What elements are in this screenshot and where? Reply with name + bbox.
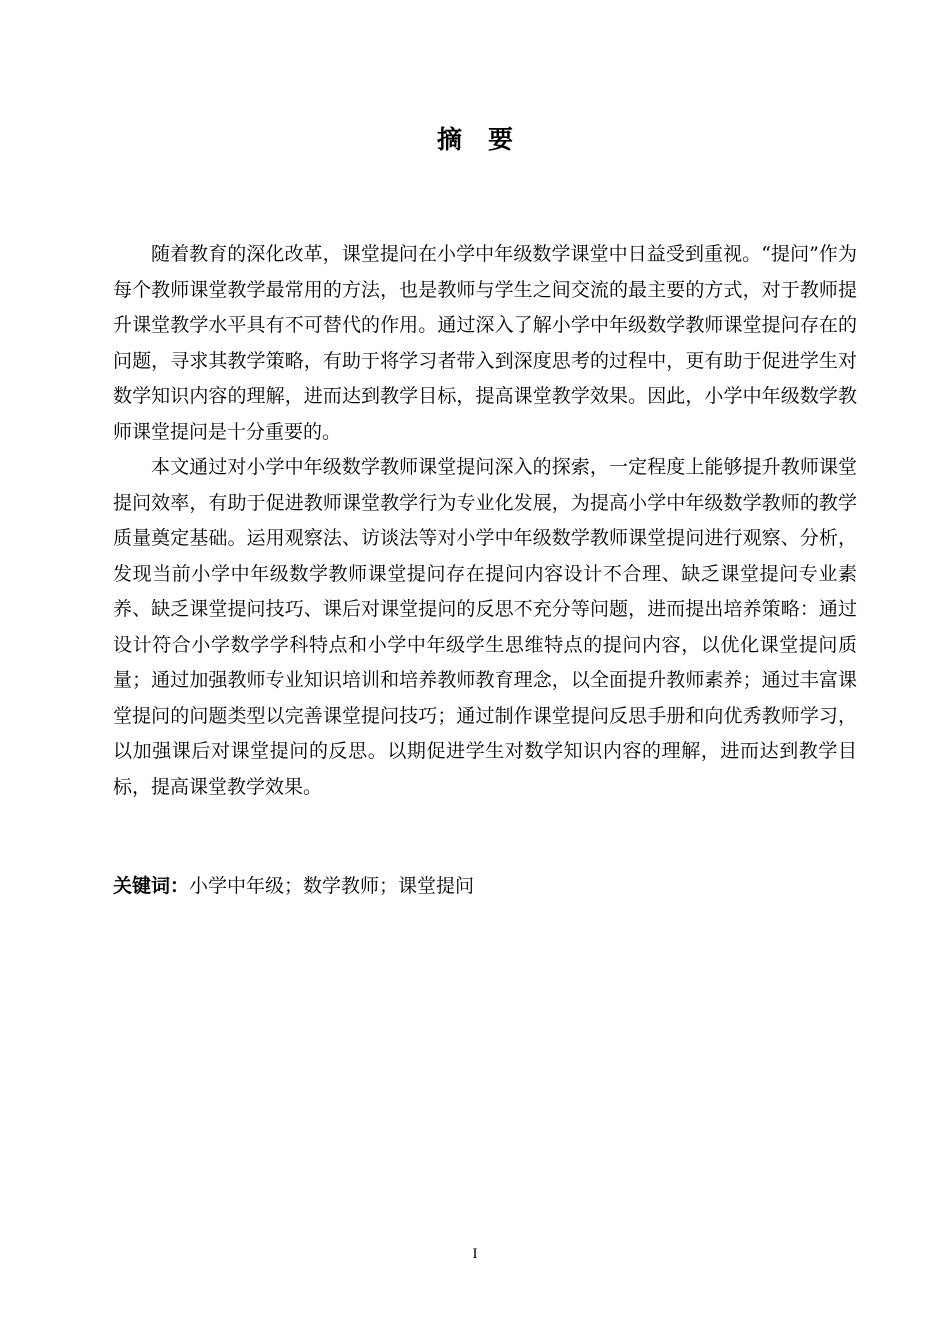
keywords-line: [113, 868, 857, 904]
page-number: I: [472, 1246, 478, 1262]
keywords-text: 小学中年级；数学教师；课堂提问: [189, 875, 475, 897]
keywords-label: 关键词：: [113, 875, 190, 897]
abstract-body: [113, 237, 857, 805]
page-title: 摘要: [436, 125, 539, 154]
abstract-paragraph-2: 本文通过对小学中年级数学教师课堂提问深入的探索，一定程度上能够提升教师课堂提问效率，有助于促进教师课堂教学行为专业化发展，为提高小学中年级数学教师的教学质量奠定基础。运用观察法、访谈法等对小学中年级数学教师课堂提问进行观察、分析，发现当前小学中年级数学教师课堂提问存在提问内容设计不合理、缺乏课堂提问专业素养、缺乏课堂提问技巧、课后对课堂提问的反思不充分等问题，进而提出培养策略：通过设计符合小学数学学科特点和小学中年级学生思维特点的提问内容，以优化课堂提问质量；通过加强教师专业知识培训和培养教师教育理念，以全面提升教师素养；通过丰富课堂提问的问题类型以完善课堂提问技巧；通过制作课堂提问反思手册和向优秀教师学习，以加强课后对课堂提问的反思。以期促进学生对数学知识内容的理解，进而达到教学目标，提高课堂教学效果。: [113, 456, 857, 798]
abstract-paragraph-1: 随着教育的深化改革，课堂提问在小学中年级数学课堂中日益受到重视。“提问”作为每个教师课堂教学最常用的方法，也是教师与学生之间交流的最主要的方式，对于教师提升课堂教学水平具有不可替代的作用。通过深入了解小学中年级数学教师课堂提问存在的问题，寻求其教学策略，有助于将学习者带入到深度思考的过程中，更有助于促进学生对数学知识内容的理解，进而达到教学目标，提高课堂教学效果。因此，小学中年级数学教师课堂提问是十分重要的。: [113, 243, 857, 443]
